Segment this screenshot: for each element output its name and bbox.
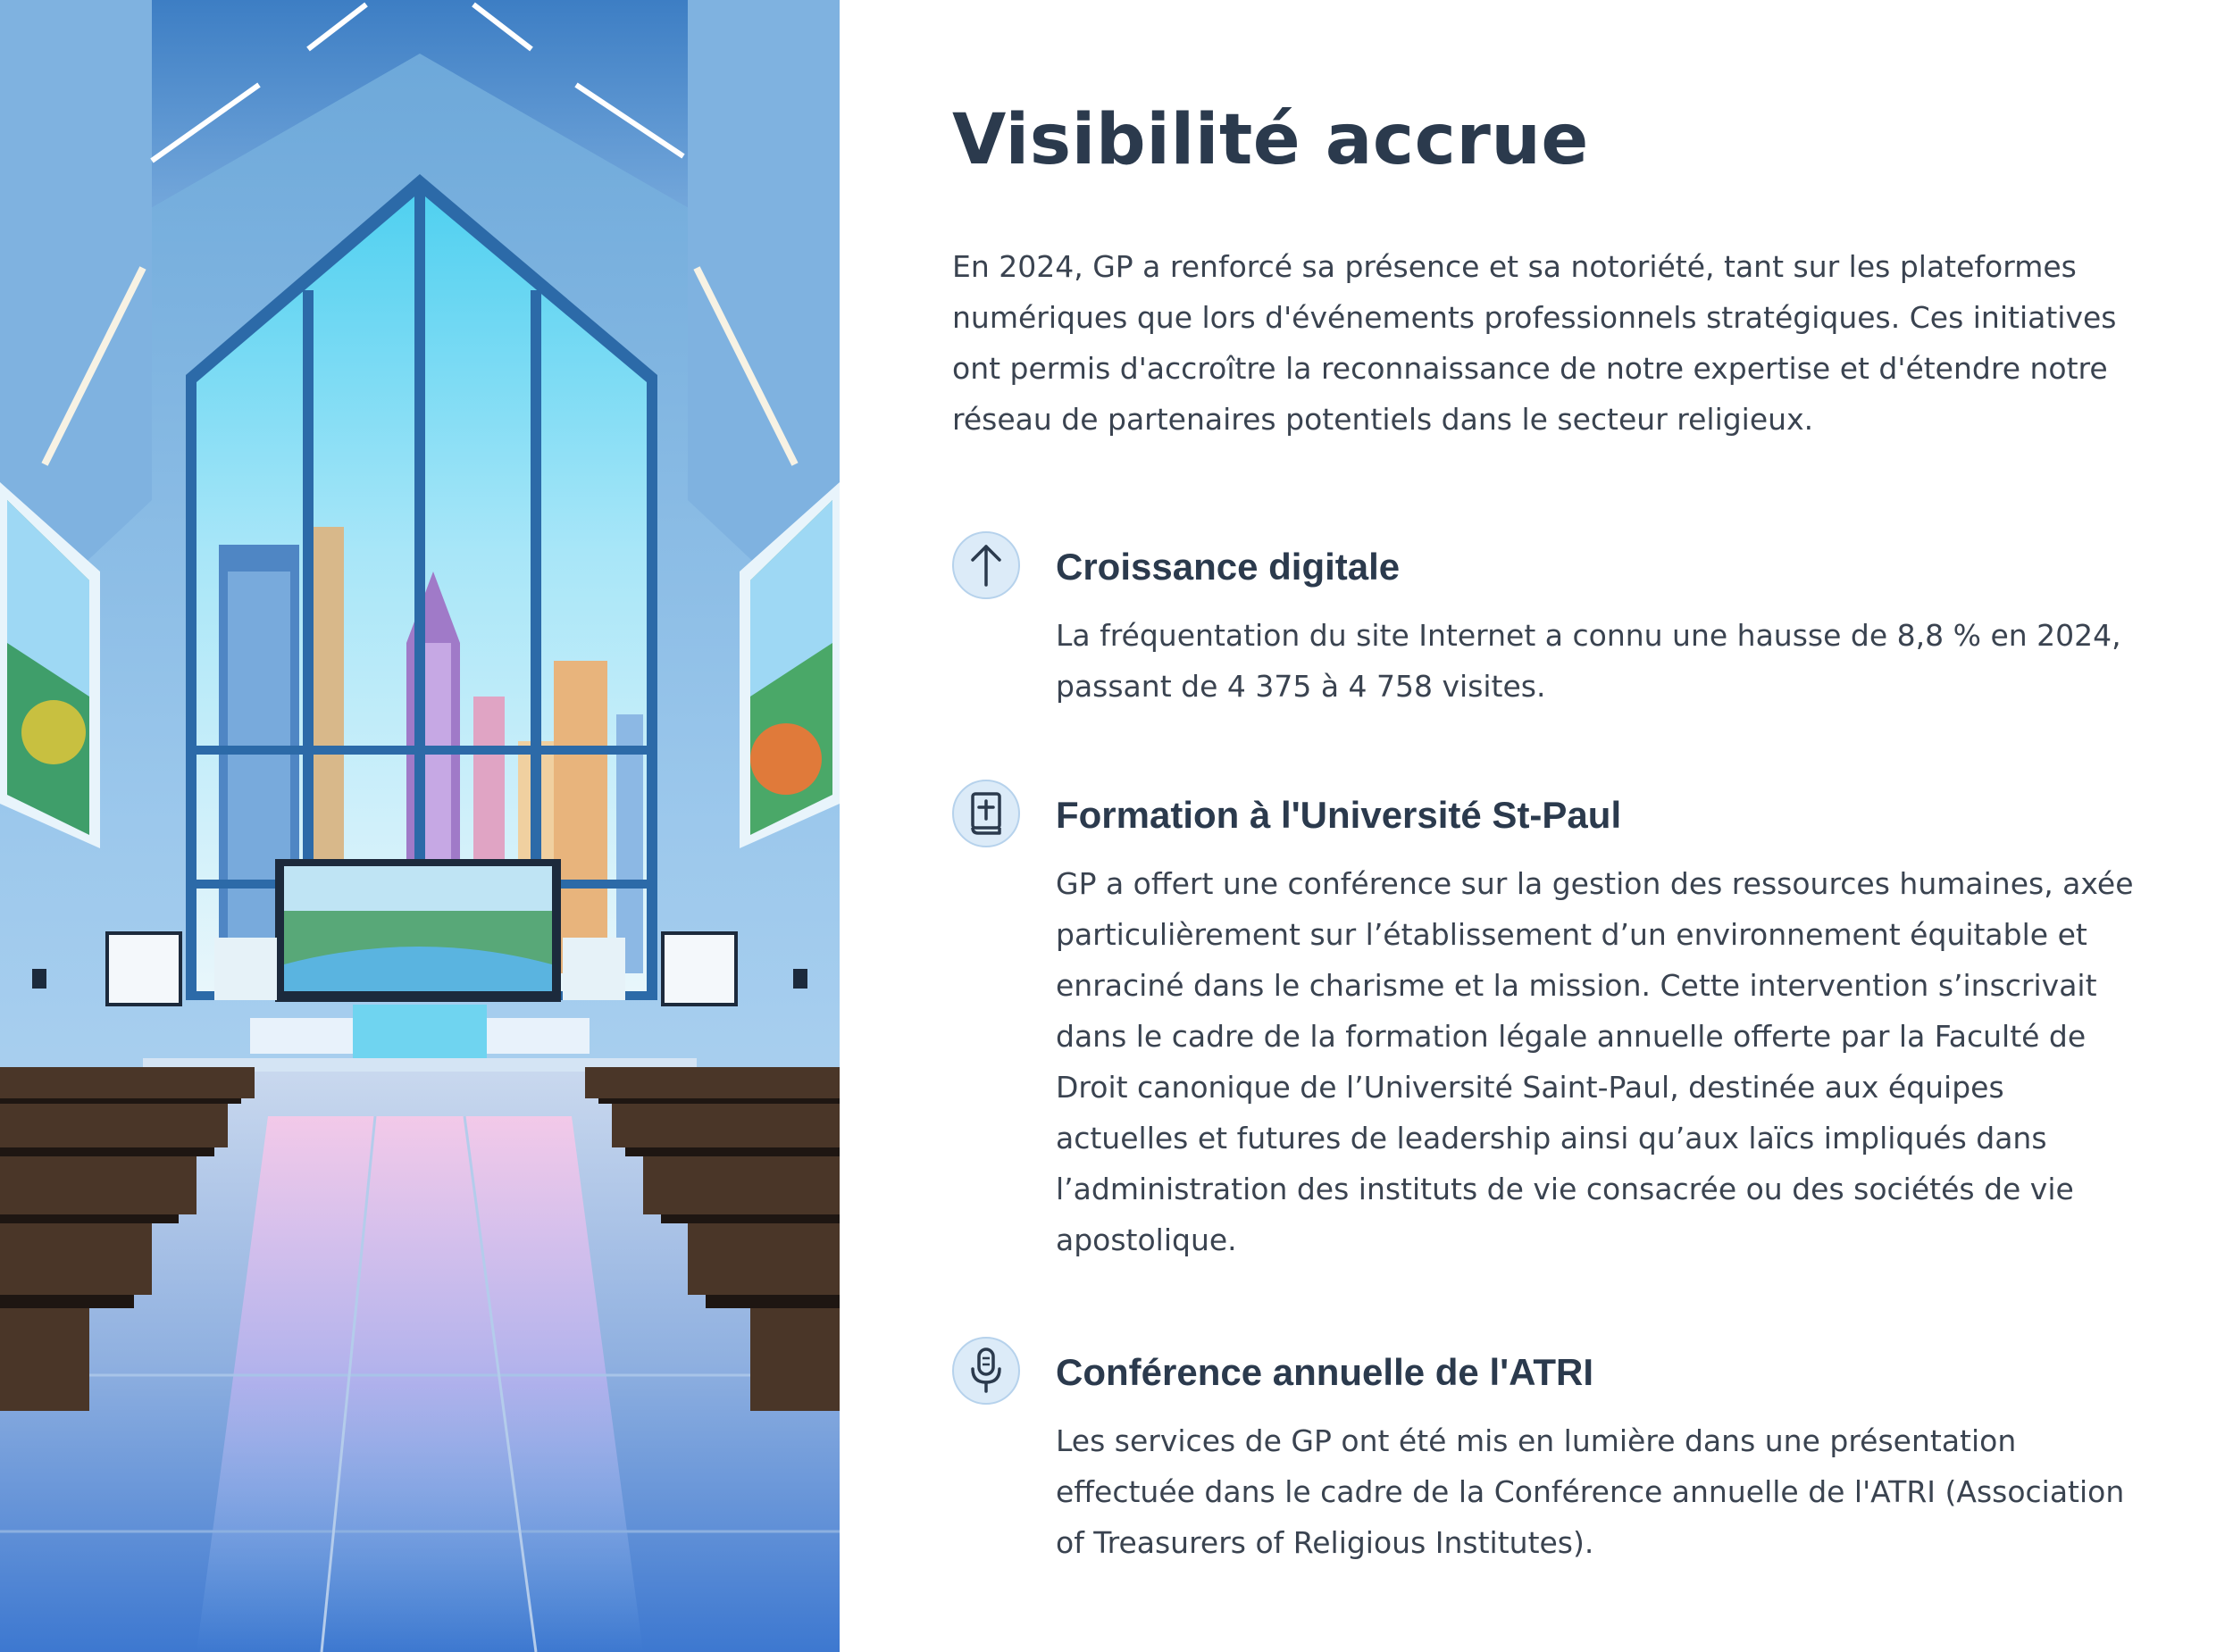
section-title: Croissance digitale <box>1056 546 1401 588</box>
section-title: Formation à l'Université St-Paul <box>1056 794 1622 836</box>
page-title: Visibilité accrue <box>952 100 1589 180</box>
book-cross-icon <box>952 780 1020 847</box>
section-body: Les services de GP ont été mis en lumière dans une présentation effectuée dans le cadre de la Conférence annuelle de l'ATRI (Association of Treasurers of Religious Institutes). <box>1056 1423 2125 1560</box>
chapel-illustration <box>0 0 840 1652</box>
section-title: Conférence annuelle de l'ATRI <box>1056 1351 1593 1393</box>
microphone-icon <box>952 1337 1020 1405</box>
arrow-up-icon <box>952 531 1020 599</box>
intro-paragraph: En 2024, GP a renforcé sa présence et sa notoriété, tant sur les plateformes numériques que lors d'événements professionnels stratégiques. Ces initiatives ont permis d'accroître la reconnaissance de notre expertise et d'étendre notre réseau de partenaires potentiels dans le secteur religieux. <box>952 249 2117 437</box>
section-body: La fréquentation du site Internet a connu une hausse de 8,8 % en 2024, passant de 4 375 à 4 758 visites. <box>1056 618 2121 704</box>
section-body: GP a offert une conférence sur la gestion des ressources humaines, axée particulièrement sur l’établissement d’un environnement équitable et enraciné dans le charisme et la mission. Cette intervention s’inscrivait dans le cadre de la formation légale annuelle offerte par la Faculté de Droit canonique de l’Université Saint-Paul, destinée aux équipes actuelles et futures de leadership ainsi qu’aux laïcs impliqués dans l’administration des instituts de vie consacrée ou des sociétés de vie apostolique. <box>1056 866 2134 1257</box>
